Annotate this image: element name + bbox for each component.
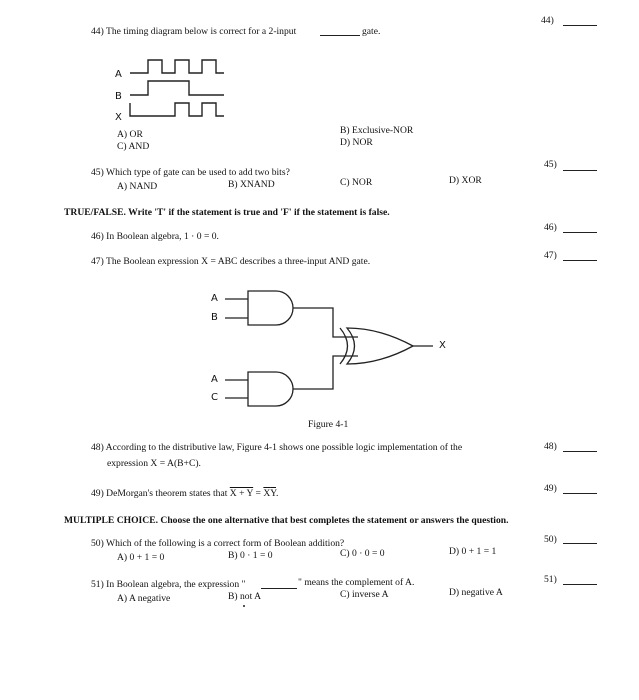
q45-option-c[interactable]: C) NOR — [340, 177, 373, 188]
question-45-text: 45) Which type of gate can be used to add two bits? — [91, 167, 290, 178]
demorgan-x-bar: $\overline{X}$ — [263, 488, 271, 499]
inline-blank-51[interactable] — [261, 588, 297, 589]
question-51-text: 51) In Boolean algebra, the expression " — [91, 579, 246, 590]
circuit-label-c: C — [211, 392, 218, 403]
figure-caption: Figure 4-1 — [308, 419, 349, 430]
q44-option-b[interactable]: B) Exclusive-NOR — [340, 125, 414, 136]
circuit-label-x: X — [439, 340, 446, 351]
signal-label-a: A — [115, 69, 122, 80]
and-gate-2 — [248, 372, 293, 406]
q45-option-b[interactable]: B) XNAND — [228, 179, 275, 190]
or-gate — [347, 328, 413, 364]
answer-blank-49[interactable] — [563, 493, 597, 494]
q51-option-c[interactable]: C) inverse A — [340, 589, 389, 600]
demorgan-y-bar: $\overline{Y}$ — [270, 488, 276, 499]
q50-option-c[interactable]: C) 0 · 0 = 0 — [340, 548, 385, 559]
q44-option-d[interactable]: D) NOR — [340, 137, 373, 148]
answer-number-44: 44) — [541, 15, 554, 26]
circuit-label-a2: A — [211, 374, 218, 385]
answer-number-48: 48) — [544, 441, 557, 452]
answer-number-50: 50) — [544, 534, 557, 545]
answer-blank-50[interactable] — [563, 543, 597, 544]
and-gate-1 — [248, 291, 293, 325]
question-44-text: 44) The timing diagram below is correct for a 2-input — [91, 26, 297, 37]
answer-number-49: 49) — [544, 483, 557, 494]
q50-option-d[interactable]: D) 0 + 1 = 1 — [449, 546, 497, 557]
circuit-label-b: B — [211, 312, 218, 323]
demorgan-period: . — [276, 488, 279, 499]
q51-option-d[interactable]: D) negative A — [449, 587, 503, 598]
question-51-text-end: " means the complement of A. — [298, 577, 415, 588]
demorgan-lhs: X + Y — [229, 488, 254, 499]
q45-option-a[interactable]: A) NAND — [117, 181, 158, 192]
q50-option-a[interactable]: A) 0 + 1 = 0 — [117, 552, 165, 563]
question-48-line2: expression X = A(B+C). — [107, 458, 201, 469]
circuit-label-a1: A — [211, 293, 218, 304]
q44-option-c[interactable]: C) AND — [117, 141, 150, 152]
q50-option-b[interactable]: B) 0 · 1 = 0 — [228, 550, 273, 561]
answer-number-45: 45) — [544, 159, 557, 170]
signal-label-b: B — [115, 91, 122, 102]
multiple-choice-header: MULTIPLE CHOICE. Choose the one alternative that best completes the statement or answers the question. — [64, 515, 509, 526]
q51-option-a[interactable]: A) A negative — [117, 593, 171, 604]
answer-number-51: 51) — [544, 574, 557, 585]
question-49-text — [91, 489, 278, 499]
answer-blank-48[interactable] — [563, 451, 597, 452]
true-false-header: TRUE/FALSE. Write 'T' if the statement is true and 'F' if the statement is false. — [64, 207, 390, 218]
answer-number-46: 46) — [544, 222, 557, 233]
question-44-text-end: gate. — [362, 26, 381, 37]
answer-number-47: 47) — [544, 250, 557, 261]
stray-mark-dot — [243, 605, 245, 607]
question-46-text: 46) In Boolean algebra, 1 · 0 = 0. — [91, 231, 219, 242]
question-50-text: 50) Which of the following is a correct form of Boolean addition? — [91, 538, 345, 549]
signal-label-x: X — [115, 112, 122, 123]
question-49-prefix: 49) DeMorgan's theorem states that — [91, 488, 228, 499]
q45-option-d[interactable]: D) XOR — [449, 175, 482, 186]
answer-blank-51[interactable] — [563, 584, 597, 585]
question-47-text: 47) The Boolean expression X = ABC describes a three-input AND gate. — [91, 256, 371, 267]
q51-option-b[interactable]: B) not A — [228, 591, 262, 602]
demorgan-equals: = — [253, 488, 264, 499]
q44-option-a[interactable]: A) OR — [117, 129, 143, 140]
question-48-line1: 48) According to the distributive law, Figure 4-1 shows one possible logic implementation of the — [91, 442, 463, 453]
